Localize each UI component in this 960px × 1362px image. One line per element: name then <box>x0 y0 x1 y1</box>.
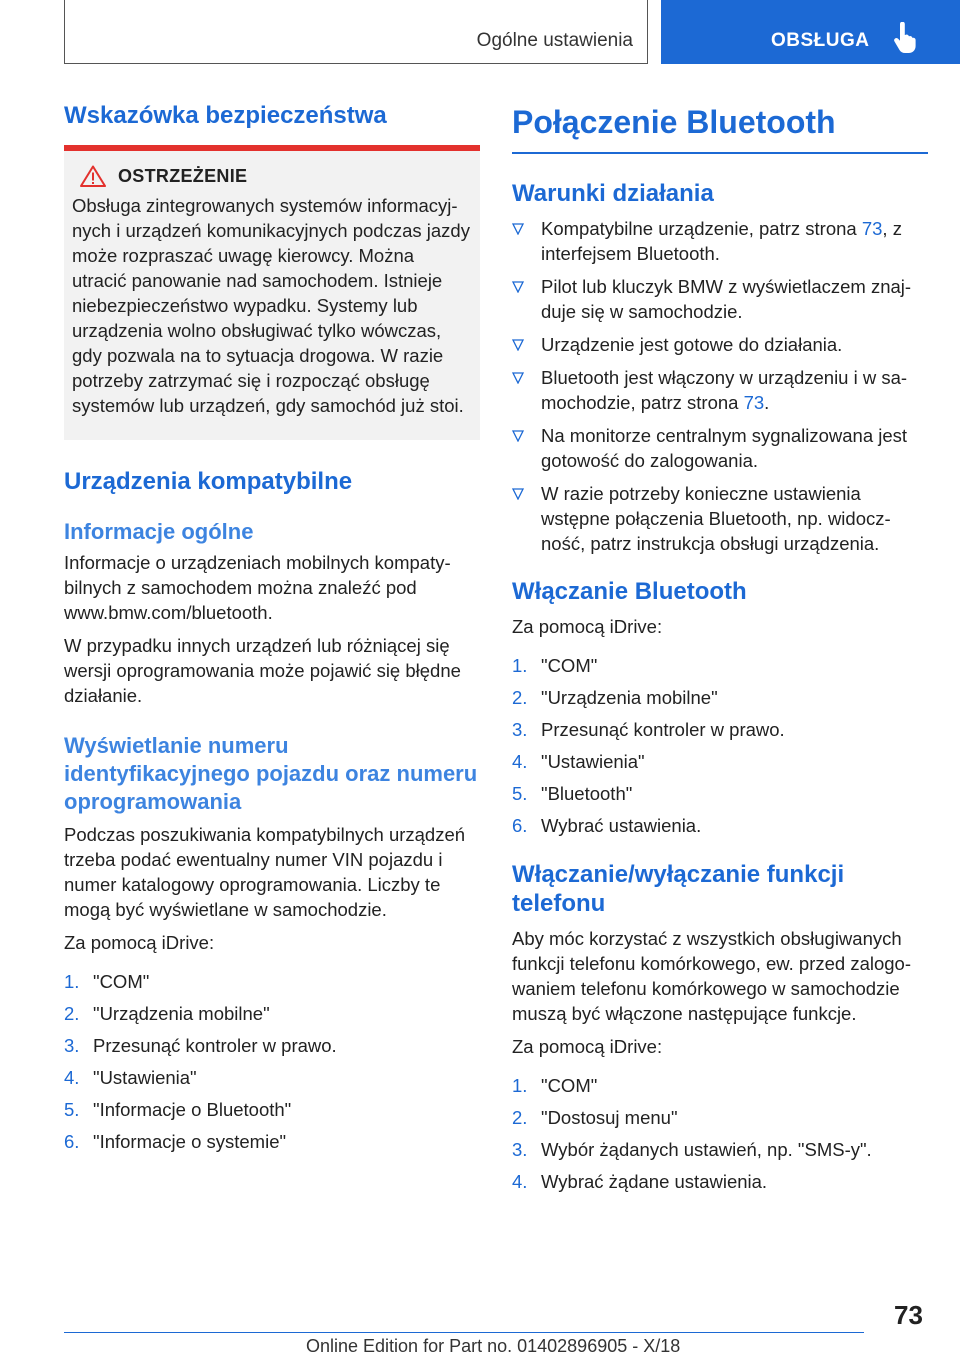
enable-steps-list <box>512 653 928 838</box>
right-column <box>512 100 928 1201</box>
list-item: 5. "Informacje o Bluetooth" <box>64 1099 292 1120</box>
page-link[interactable]: 73 <box>743 391 765 413</box>
list-item: 1. "COM" <box>512 1074 598 1096</box>
triangle-bullet-icon <box>512 372 524 384</box>
list-item: 6. Wybrać ustawienia. <box>512 814 702 836</box>
list-item: 6. "Informacje o systemie" <box>64 1131 287 1152</box>
vin-title: Wyświetlanie numeru identyfikacyjnego pojazdu oraz numeru oprogramowania <box>64 733 478 814</box>
vin-paragraph-2: Za pomocą iDrive: <box>64 932 215 953</box>
compat-title: Urządzenia kompatybilne <box>64 468 353 495</box>
list-item: 1. "COM" <box>64 971 150 992</box>
list-item: Bluetooth jest włączony w urządzeniu i w sa-mochodzie, patrz strona 73. <box>512 365 928 415</box>
conditions-list <box>512 216 928 556</box>
title-blue-rule <box>512 152 928 154</box>
list-item: 2. "Urządzenia mobilne" <box>512 686 718 708</box>
list-item: 3. Wybór żądanych ustawień, np. "SMS-y". <box>512 1138 872 1160</box>
safety-title: Wskazówka bezpieczeństwa <box>64 102 387 129</box>
warning-box <box>64 151 480 440</box>
vin-steps-list <box>64 969 480 1154</box>
pointing-hand-icon <box>893 22 917 54</box>
footer-rule <box>64 1332 864 1333</box>
list-item: 4. "Ustawienia" <box>64 1067 197 1088</box>
list-item: 5. "Bluetooth" <box>512 782 633 804</box>
list-item: 4. Wybrać żądane ustawienia. <box>512 1170 768 1192</box>
triangle-bullet-icon <box>512 430 524 442</box>
warning-text: Obsługa zintegrowanych systemów informacyj-nych i urządzeń komunikacyjnych podczas jazdy może rozpraszać uwagę kierowcy. Można utracić panowanie nad samochodem. Istnieje niebezpieczeństwo wypadku. Systemy lub urządzenia wolno obsługiwać tylko wówczas, gdy pozwala na to sytuacja drogowa. W razie potrzeby zatrzymać się i rozpocząć obsługę systemów lub urządzeń, gdy samochód już stoi. <box>72 195 470 416</box>
list-item: Pilot lub kluczyk BMW z wyświetlaczem znaj-duje się w samochodzie. <box>512 274 928 324</box>
list-item: 2. "Urządzenia mobilne" <box>64 1003 270 1024</box>
triangle-bullet-icon <box>512 488 524 500</box>
vin-paragraph-1: Podczas poszukiwania kompatybilnych urządzeń trzeba podać ewentualny numer VIN pojazdu i numer katalogowy oprogramowania. Liczby te mogą być wyświetlane w samochodzie. <box>64 824 466 920</box>
header-chapter: Ogólne ustawienia <box>476 30 633 51</box>
triangle-bullet-icon <box>512 223 524 235</box>
list-item: 3. Przesunąć kontroler w prawo. <box>512 718 785 740</box>
conditions-title: Warunki działania <box>512 179 714 207</box>
warning-title: OSTRZEŻENIE <box>118 165 248 186</box>
triangle-bullet-icon <box>512 339 524 351</box>
page-number: 73 <box>894 1300 923 1330</box>
list-item: W razie potrzeby konieczne ustawienia wstępne połączenia Bluetooth, np. widocz-ność, patrz instrukcja obsługi urządzenia. <box>512 481 928 556</box>
footer-edition: Online Edition for Part no. 01402896905 - X/18 <box>306 1336 681 1356</box>
phone-steps-list <box>512 1073 928 1194</box>
enable-intro: Za pomocą iDrive: <box>512 615 663 637</box>
header-chapter-tab <box>64 0 648 64</box>
enable-title: Włączanie Bluetooth <box>512 577 747 605</box>
list-item: Na monitorze centralnym sygnalizowana jest gotowość do zalogowania. <box>512 423 928 473</box>
left-column <box>64 100 480 1161</box>
list-item: 1. "COM" <box>512 654 598 676</box>
page-link[interactable]: 73 <box>861 217 883 239</box>
list-item: 2. "Dostosuj menu" <box>512 1106 678 1128</box>
phone-paragraph-1: Aby móc korzystać z wszystkich obsługiwanych funkcji telefonu komórkowego, ew. przed zalogo-waniem telefonu komórkowego w samochodzie muszą być włączone następujące funkcje. <box>512 927 911 1024</box>
warning-header <box>72 165 472 187</box>
general-title: Informacje ogólne <box>64 519 254 544</box>
general-paragraph-1: Informacje o urządzeniach mobilnych kompaty-bilnych z samochodem można znaleźć pod www.bmw.com/bluetooth. <box>64 552 451 623</box>
triangle-bullet-icon <box>512 281 524 293</box>
list-item: 3. Przesunąć kontroler w prawo. <box>64 1035 337 1056</box>
warning-triangle-icon <box>80 165 106 187</box>
list-item: Kompatybilne urządzenie, patrz strona 73, z interfejsem Bluetooth. <box>512 216 928 266</box>
header-section-tab <box>661 0 960 64</box>
list-item: 4. "Ustawienia" <box>512 750 645 772</box>
list-item: Urządzenie jest gotowe do działania. <box>512 332 928 357</box>
phone-title: Włączanie/wyłączanie funkcji telefonu <box>512 860 845 917</box>
general-paragraph-2: W przypadku innych urządzeń lub różniącej się wersji oprogramowania może pojawić się błędne działanie. <box>64 635 461 706</box>
phone-paragraph-2: Za pomocą iDrive: <box>512 1035 663 1057</box>
bluetooth-title: Połączenie Bluetooth <box>512 104 836 140</box>
header-section: OBSŁUGA <box>771 30 870 51</box>
